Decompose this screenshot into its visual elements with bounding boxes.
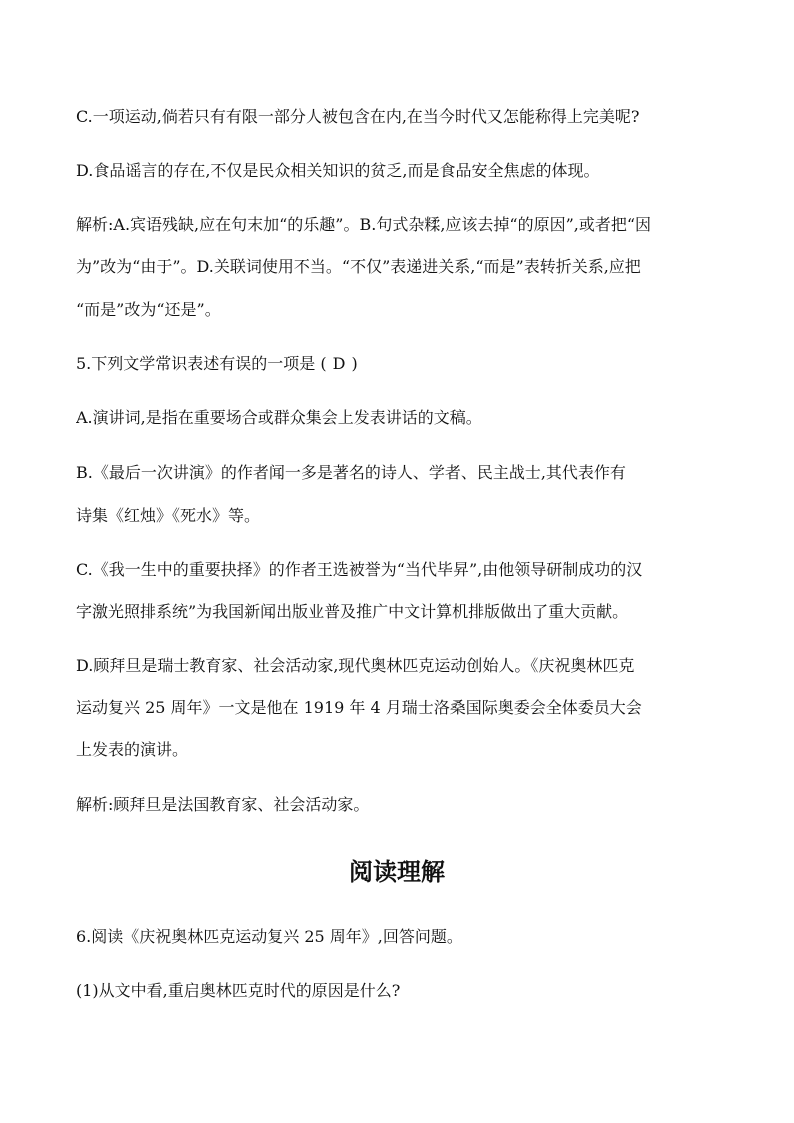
- q4-analysis-line-1: 解析:A.宾语残缺,应在句末加“的乐趣”。B.句式杂糅,应该去掉“的原因”,或者把“因: [76, 215, 652, 234]
- q5-option-c-line-2: 字激光照排系统”为我国新闻出版业普及推广中文计算机排版做出了重大贡献。: [76, 602, 629, 621]
- q5-answer: D: [332, 354, 346, 373]
- q5-stem-close: ): [351, 354, 358, 373]
- q6-subquestion-1: (1)从文中看,重启奥林匹克时代的原因是什么?: [76, 981, 401, 1000]
- q6-intro: 6.阅读《庆祝奥林匹克运动复兴 25 周年》,回答问题。: [76, 927, 463, 946]
- q5-stem: [76, 353, 726, 375]
- q5-option-c-line-1: C.《我一生中的重要抉择》的作者王选被誉为“当代毕昇”,由他领导研制成功的汉: [76, 560, 643, 579]
- q5-stem-text: 5.下列文学常识表述有误的一项是 (: [76, 354, 327, 373]
- q4-analysis-line-3: “而是”改为“还是”。: [76, 300, 221, 319]
- q5-option-d-line-2: 运动复兴 25 周年》一文是他在 1919 年 4 月瑞士洛桑国际奥委会全体委员大会: [76, 698, 642, 717]
- q4-option-c: C.一项运动,倘若只有有限一部分人被包含在内,在当今时代又怎能称得上完美呢?: [76, 107, 640, 126]
- q5-option-b-line-2: 诗集《红烛》《死水》等。: [76, 506, 261, 525]
- q5-option-a: A.演讲词,是指在重要场合或群众集会上发表讲话的文稿。: [76, 408, 482, 427]
- q4-option-d: D.食品谣言的存在,不仅是民众相关知识的贫乏,而是食品安全焦虑的体现。: [76, 161, 600, 180]
- q5-option-b-line-1: B.《最后一次讲演》的作者闻一多是著名的诗人、学者、民主战士,其代表作有: [76, 463, 626, 482]
- q5-option-d-line-1: D.顾拜旦是瑞士教育家、社会活动家,现代奥林匹克运动创始人。《庆祝奥林匹克: [76, 656, 635, 675]
- section-title: 阅读理解: [349, 858, 445, 886]
- q5-analysis: 解析:顾拜旦是法国教育家、社会活动家。: [76, 795, 370, 814]
- q4-analysis-line-2: 为”改为“由于”。D.关联词使用不当。“不仅”表递进关系,“而是”表转折关系,应把: [76, 257, 641, 276]
- q5-option-d-line-3: 上发表的演讲。: [76, 740, 189, 759]
